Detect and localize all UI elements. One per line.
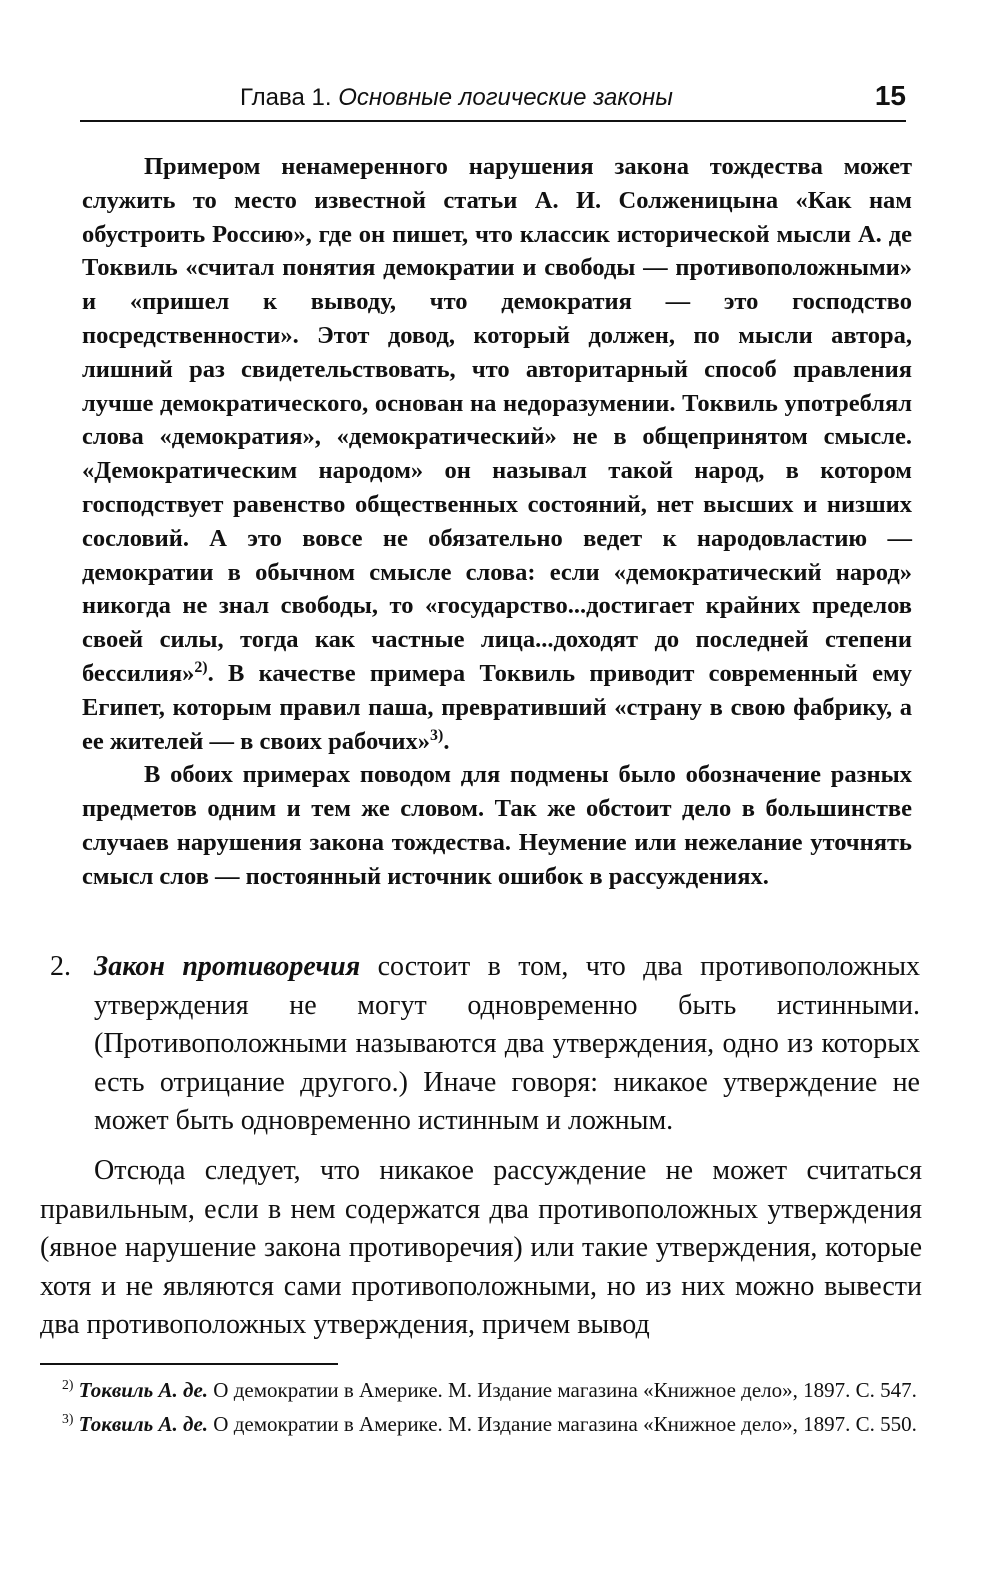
list-number: 2. [50, 951, 71, 982]
chapter-label: Глава 1. [240, 84, 332, 111]
paragraph-tocqueville-example [82, 150, 912, 758]
law-statement [94, 948, 920, 1141]
footnote-ref: 3) [430, 726, 444, 744]
paragraph-text: . [443, 727, 450, 755]
page-number: 15 [874, 80, 906, 111]
chapter-title: Основные логические законы [338, 84, 673, 111]
footnote-author: Токвиль А. де. [78, 1412, 209, 1436]
footnotes [40, 1375, 920, 1443]
paragraph-text: . В качестве примера Токвиль приводит современный ему Египет, которым правил паша, превративший «страну в свою фабрику, а ее жителей — в своих рабочих» [82, 659, 912, 755]
law-term: Закон противоречия [94, 951, 361, 982]
footnote [40, 1409, 920, 1440]
running-header [80, 80, 906, 122]
law-text: состоит в том, что два противоположных утверждения не могут одновременно быть истинными. (Противоположными называются два утверждения, одно из которых есть отрицание другого.) Иначе говоря: никакое утверждение не может быть одновременно истинным и ложным. [94, 951, 921, 1136]
main-text [82, 150, 912, 894]
footnote-text: О демократии в Америке. М. Издание магазина «Книжное дело», 1897. С. 547. [208, 1378, 917, 1402]
footnote-ref: 2) [194, 658, 208, 676]
footnote-text: О демократии в Америке. М. Издание магазина «Книжное дело», 1897. С. 550. [208, 1412, 917, 1436]
footnote [40, 1375, 920, 1406]
footnote-mark: 2) [62, 1377, 74, 1392]
law-of-contradiction [50, 948, 920, 1141]
conclusion-block [40, 1152, 922, 1345]
chapter-heading [240, 84, 673, 112]
footnote-separator [40, 1363, 338, 1365]
conclusion-paragraph: Отсюда следует, что никакое рассуждение не может считаться правильным, если в нем содержатся два противоположных утверждения (явное нарушение закона противоречия) или такие утверждения, которые хотя и не являются сами противоположными, но из них можно вывести два противоположных утверждения, причем вывод [40, 1155, 922, 1340]
footnote-mark: 3) [62, 1411, 74, 1426]
footnote-author: Токвиль А. де. [78, 1378, 209, 1402]
paragraph-summary: В обоих примерах поводом для подмены было обозначение разных предметов одним и тем же словом. Так же обстоит дело в большинстве случаев нарушения закона тождества. Неумение или нежелание уточнять смысл слов — постоянный источник ошибок в рассуждениях. [82, 761, 912, 890]
paragraph-text: Примером ненамеренного нарушения закона тождества может служить то место известной статьи А. И. Солженицына «Как нам обустроить Россию», где он пишет, что классик исторической мысли А. де Токвиль «считал понятия демократии и свободы — противоположными» и «пришел к выводу, что демократия — это господство посредственности». Этот довод, который должен, по мысли автора, лишний раз свидетельствовать, что авторитарный способ правления лучше демократического, основан на недоразумении. Токвиль употреблял слова «демократия», «демократический» не в общепринятом смысле. «Демократическим народом» он называл такой народ, в котором господствует равенство общественных состояний, нет высших и низших сословий. А это вовсе не обязательно ведет к народовластию — демократии в обычном смысле слова: если «демократический народ» никогда не знал свободы, то «государство...достигает крайних пределов своей силы, тогда как частные лица...доходят до последней степени бессилия» [82, 153, 912, 687]
